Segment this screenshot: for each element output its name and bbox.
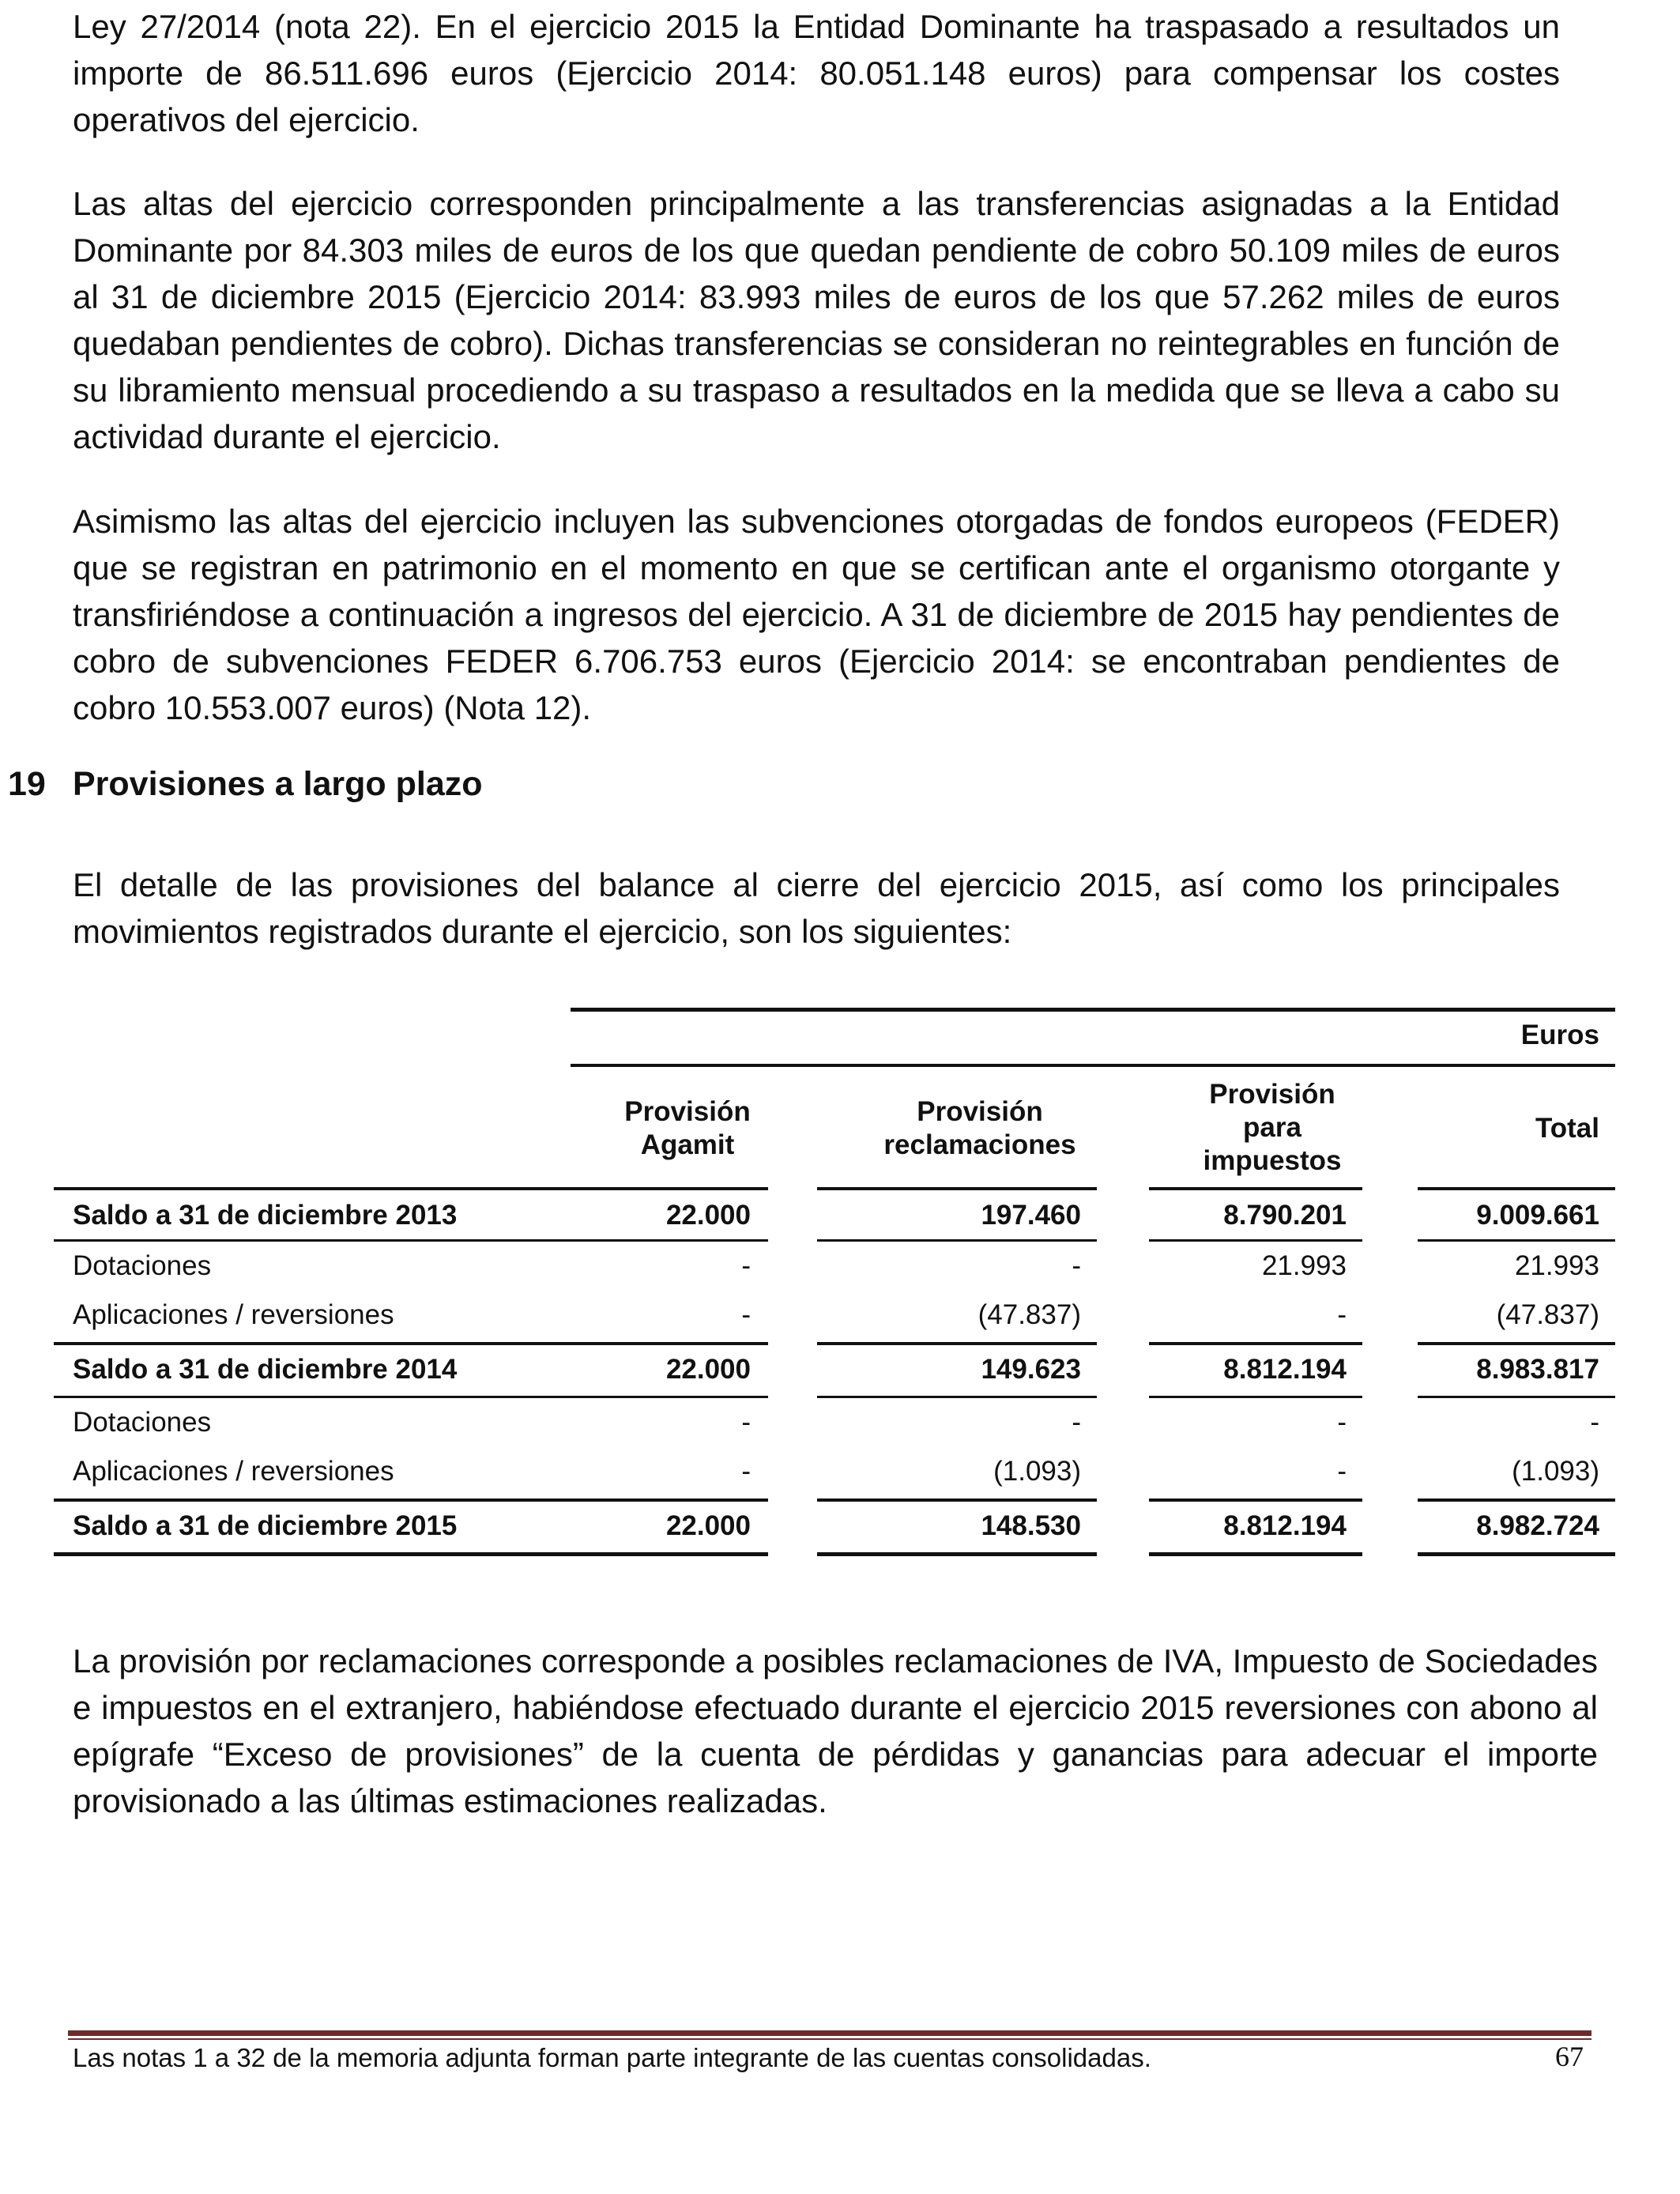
row-rule [1149,1396,1362,1398]
cell-impuestos: 8.812.194 [1223,1354,1347,1385]
cell-total: - [1590,1407,1599,1438]
cell-total: 8.983.817 [1476,1354,1599,1385]
cell-total: 9.009.661 [1476,1200,1599,1231]
cell-impuestos: 8.790.201 [1223,1200,1347,1231]
cell-reclamaciones: - [1072,1250,1081,1281]
footer-note: Las notas 1 a 32 de la memoria adjunta forman parte integrante de las cuentas consolidadas. [73,2043,1151,2072]
row-rule [1418,1396,1615,1398]
row-label: Dotaciones [73,1250,212,1281]
cell-reclamaciones: - [1072,1407,1081,1438]
cell-impuestos: - [1337,1456,1347,1487]
cell-impuestos: 21.993 [1261,1250,1347,1281]
column-header-reclamaciones: Provisión reclamaciones [883,1096,1076,1160]
paragraph-transfers-intro: Ley 27/2014 (nota 22). En el ejercicio 2015 la Entidad Dominante ha traspasado a resultados un importe de 86.511.696 euros (Ejercicio 2014: 80.051.148 euros) para compensar los costes operativos del ejercicio. [73,8,1560,138]
row-rule [1149,1342,1362,1345]
row-rule [817,1239,1097,1242]
row-rule [1149,1239,1362,1242]
cell-agamit: - [741,1250,751,1281]
header-rule [54,1187,768,1190]
table-bottom-rule [1418,1552,1615,1556]
section-title: Provisiones a largo plazo [73,765,483,803]
cell-agamit: - [741,1299,751,1330]
row-rule [817,1396,1097,1398]
table-bottom-rule [54,1552,768,1556]
column-header-impuestos: Provisión para impuestos [1203,1079,1342,1176]
paragraph-claims-provision: La provisión por reclamaciones corresponde a posibles reclamaciones de IVA, Impuesto de Sociedades e impuestos en el extranjero, habiéndose efectuado durante el ejercicio 2015 reversiones con abono al epígrafe “Exceso de provisiones” de la cuenta de pérdidas y ganancias para adecuar el importe provisionado a las últimas estimaciones realizadas. [73,1642,1598,1819]
table-bottom-rule [1149,1552,1362,1556]
cell-total: 8.982.724 [1476,1510,1599,1541]
row-label: Saldo a 31 de diciembre 2014 [73,1354,458,1385]
cell-reclamaciones: 148.530 [981,1510,1081,1541]
cell-reclamaciones: (1.093) [993,1456,1081,1487]
row-label: Aplicaciones / reversiones [73,1299,394,1330]
cell-agamit: 22.000 [665,1200,751,1231]
row-rule [1418,1239,1615,1242]
currency-label: Euros [1520,1020,1599,1050]
table-bottom-rule [817,1552,1097,1556]
cell-agamit: - [741,1456,751,1487]
cell-agamit: 22.000 [665,1354,751,1385]
row-label: Saldo a 31 de diciembre 2015 [73,1510,458,1541]
row-rule [1418,1342,1615,1345]
table-top-rule [571,1008,1615,1012]
row-rule [1418,1498,1615,1502]
row-rule [54,1239,768,1242]
cell-reclamaciones: 197.460 [981,1200,1081,1231]
row-rule [54,1342,768,1345]
cell-total: (1.093) [1512,1456,1599,1487]
cell-agamit: - [741,1407,751,1438]
row-rule [54,1396,768,1398]
provisions-table [0,988,1680,1557]
cell-impuestos: 8.812.194 [1223,1510,1347,1541]
row-label: Aplicaciones / reversiones [73,1456,394,1487]
paragraph-provisions-intro: El detalle de las provisiones del balance al cierre del ejercicio 2015, así como los principales movimientos registrados durante el ejercicio, son los siguientes: [73,866,1560,950]
section-number: 19 [8,765,46,803]
header-rule [817,1187,1097,1190]
cell-impuestos: - [1337,1299,1347,1330]
cell-total: (47.837) [1496,1299,1599,1330]
row-label: Dotaciones [73,1407,212,1438]
column-header-total: Total [1535,1113,1599,1144]
footer-rule [68,2030,1591,2036]
page-number: 67 [1555,2041,1584,2072]
cell-impuestos: - [1337,1407,1347,1438]
euros-rule [571,1064,1615,1067]
row-rule [817,1498,1097,1502]
section-heading [8,760,483,808]
header-rule [1149,1187,1362,1190]
cell-reclamaciones: 149.623 [981,1354,1081,1385]
header-rule [1418,1187,1615,1190]
paragraph-transfers-detail: Las altas del ejercicio corresponden principalmente a las transferencias asignadas a la Entidad Dominante por 84.303 miles de euros de los que quedan pendiente de cobro 50.109 miles de euros al 31 de diciembre 2015 (Ejercicio 2014: 83.993 miles de euros de los que 57.262 miles de euros quedaban pendientes de cobro). Dichas transferencias se consideran no reintegrables en función de su libramiento mensual procediendo a su traspaso a resultados en la medida que se lleva a cabo su actividad durante el ejercicio. [73,185,1560,455]
row-rule [54,1498,768,1502]
cell-reclamaciones: (47.837) [977,1299,1081,1330]
row-rule [817,1342,1097,1345]
row-rule [1149,1498,1362,1502]
cell-agamit: 22.000 [665,1510,751,1541]
row-label: Saldo a 31 de diciembre 2013 [73,1200,458,1231]
cell-total: 21.993 [1514,1250,1599,1281]
paragraph-feder-subsidies: Asimismo las altas del ejercicio incluyen las subvenciones otorgadas de fondos europeos (FEDER) que se registran en patrimonio en el momento en que se certifican ante el organismo otorgante y transfiriéndose a continuación a ingresos del ejercicio. A 31 de diciembre de 2015 hay pendientes de cobro de subvenciones FEDER 6.706.753 euros (Ejercicio 2014: se encontraban pendientes de cobro 10.553.007 euros) (Nota 12). [73,503,1560,726]
footer-rule-thin [68,2038,1591,2040]
column-header-agamit: Provisión Agamit [624,1096,751,1160]
